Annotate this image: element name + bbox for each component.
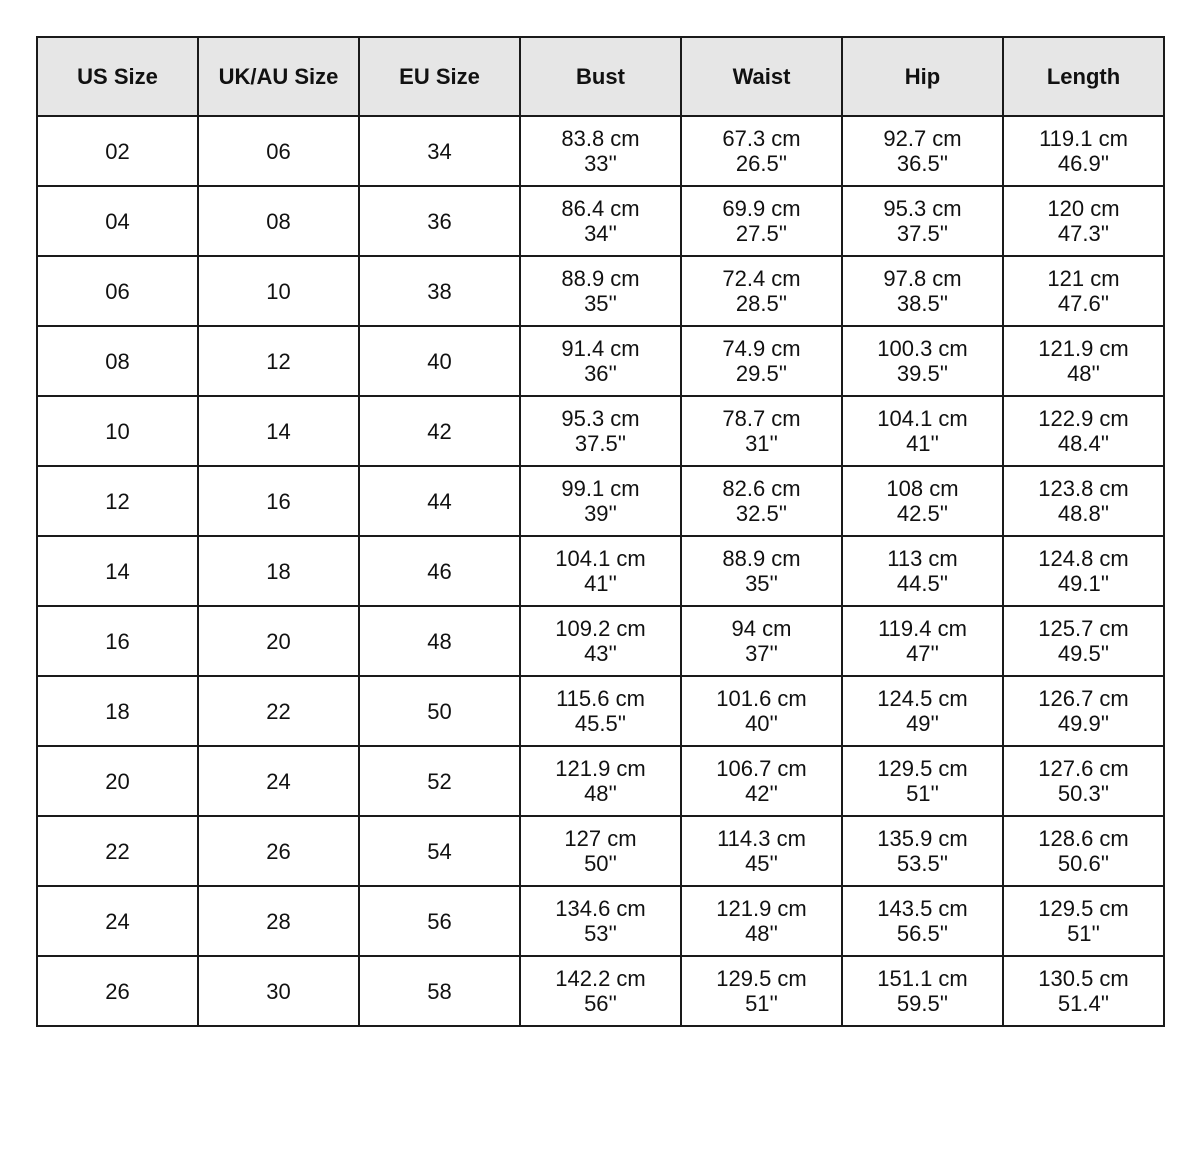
table-row: [37, 816, 1164, 886]
cell-waist: [681, 256, 842, 326]
cell-eu-size: 42: [359, 396, 520, 466]
hip-inch-value: 59.5'': [896, 991, 949, 1016]
table-row: [37, 536, 1164, 606]
hip-cm-value: 124.5 cm: [877, 686, 968, 711]
length-cm-value: 119.1 cm: [1039, 126, 1128, 151]
cell-length: [1003, 816, 1164, 886]
bust-cm-value: 91.4 cm: [561, 336, 640, 361]
bust-inch-value: 50'': [584, 851, 617, 876]
waist-cm-value: 82.6 cm: [722, 476, 801, 501]
hip-cm-value: 104.1 cm: [877, 406, 968, 431]
header-length: Length: [1003, 37, 1164, 116]
cell-hip: [842, 816, 1003, 886]
hip-cm-value: 108 cm: [886, 476, 959, 501]
hip-cm-value: 129.5 cm: [877, 756, 968, 781]
waist-cm-value: 106.7 cm: [716, 756, 807, 781]
cell-length: [1003, 326, 1164, 396]
length-inch-value: 48.4'': [1057, 431, 1110, 456]
bust-cm-value: 99.1 cm: [561, 476, 640, 501]
length-cm-value: 120 cm: [1047, 196, 1120, 221]
cell-uk-size: 14: [198, 396, 359, 466]
cell-waist: [681, 536, 842, 606]
waist-cm-value: 129.5 cm: [716, 966, 807, 991]
header-row: [37, 37, 1164, 116]
cell-waist: [681, 746, 842, 816]
length-inch-value: 46.9'': [1057, 151, 1110, 176]
waist-inch-value: 31'': [745, 431, 778, 456]
size-chart-table: [36, 36, 1165, 1027]
cell-eu-size: 48: [359, 606, 520, 676]
waist-inch-value: 40'': [745, 711, 778, 736]
hip-inch-value: 49'': [906, 711, 939, 736]
bust-cm-value: 134.6 cm: [555, 896, 646, 921]
cell-length: [1003, 886, 1164, 956]
cell-uk-size: 28: [198, 886, 359, 956]
hip-inch-value: 53.5'': [896, 851, 949, 876]
cell-us-size: 20: [37, 746, 198, 816]
cell-length: [1003, 606, 1164, 676]
cell-length: [1003, 396, 1164, 466]
cell-eu-size: 56: [359, 886, 520, 956]
cell-bust: [520, 186, 681, 256]
bust-inch-value: 41'': [584, 571, 617, 596]
waist-inch-value: 28.5'': [735, 291, 788, 316]
cell-eu-size: 52: [359, 746, 520, 816]
cell-us-size: 18: [37, 676, 198, 746]
bust-cm-value: 86.4 cm: [561, 196, 640, 221]
length-cm-value: 129.5 cm: [1038, 896, 1129, 921]
cell-bust: [520, 956, 681, 1026]
cell-us-size: 22: [37, 816, 198, 886]
cell-us-size: 12: [37, 466, 198, 536]
cell-waist: [681, 676, 842, 746]
length-cm-value: 122.9 cm: [1038, 406, 1129, 431]
bust-inch-value: 36'': [584, 361, 617, 386]
hip-inch-value: 42.5'': [896, 501, 949, 526]
hip-cm-value: 151.1 cm: [877, 966, 968, 991]
cell-waist: [681, 956, 842, 1026]
hip-cm-value: 97.8 cm: [883, 266, 962, 291]
cell-us-size: 06: [37, 256, 198, 326]
cell-length: [1003, 256, 1164, 326]
cell-uk-size: 18: [198, 536, 359, 606]
length-inch-value: 50.6'': [1057, 851, 1110, 876]
cell-eu-size: 46: [359, 536, 520, 606]
table-header: [37, 37, 1164, 116]
cell-uk-size: 26: [198, 816, 359, 886]
cell-waist: [681, 886, 842, 956]
cell-length: [1003, 466, 1164, 536]
cell-bust: [520, 816, 681, 886]
header-us-size: US Size: [37, 37, 198, 116]
header-eu-size: EU Size: [359, 37, 520, 116]
cell-eu-size: 38: [359, 256, 520, 326]
cell-length: [1003, 186, 1164, 256]
length-inch-value: 48.8'': [1057, 501, 1110, 526]
length-inch-value: 48'': [1067, 361, 1100, 386]
bust-inch-value: 39'': [584, 501, 617, 526]
bust-inch-value: 56'': [584, 991, 617, 1016]
cell-hip: [842, 956, 1003, 1026]
cell-uk-size: 24: [198, 746, 359, 816]
waist-cm-value: 94 cm: [731, 616, 792, 641]
waist-cm-value: 67.3 cm: [722, 126, 801, 151]
length-cm-value: 125.7 cm: [1038, 616, 1129, 641]
cell-waist: [681, 116, 842, 186]
bust-cm-value: 109.2 cm: [555, 616, 646, 641]
header-waist: Waist: [681, 37, 842, 116]
waist-inch-value: 29.5'': [735, 361, 788, 386]
cell-waist: [681, 606, 842, 676]
length-cm-value: 130.5 cm: [1038, 966, 1129, 991]
table-row: [37, 186, 1164, 256]
cell-waist: [681, 816, 842, 886]
waist-inch-value: 37'': [745, 641, 778, 666]
waist-cm-value: 72.4 cm: [722, 266, 801, 291]
cell-waist: [681, 466, 842, 536]
cell-us-size: 24: [37, 886, 198, 956]
cell-waist: [681, 326, 842, 396]
cell-hip: [842, 746, 1003, 816]
cell-hip: [842, 466, 1003, 536]
length-cm-value: 126.7 cm: [1038, 686, 1129, 711]
waist-inch-value: 32.5'': [735, 501, 788, 526]
hip-cm-value: 100.3 cm: [877, 336, 968, 361]
length-inch-value: 50.3'': [1057, 781, 1110, 806]
hip-cm-value: 119.4 cm: [878, 616, 967, 641]
cell-length: [1003, 676, 1164, 746]
bust-cm-value: 127 cm: [564, 826, 637, 851]
waist-inch-value: 45'': [745, 851, 778, 876]
table-row: [37, 956, 1164, 1026]
cell-uk-size: 20: [198, 606, 359, 676]
cell-eu-size: 44: [359, 466, 520, 536]
table-body: [37, 116, 1164, 1026]
header-hip: Hip: [842, 37, 1003, 116]
cell-bust: [520, 746, 681, 816]
table-row: [37, 746, 1164, 816]
cell-eu-size: 36: [359, 186, 520, 256]
waist-inch-value: 48'': [745, 921, 778, 946]
hip-inch-value: 56.5'': [896, 921, 949, 946]
length-inch-value: 47.6'': [1057, 291, 1110, 316]
cell-uk-size: 10: [198, 256, 359, 326]
length-inch-value: 49.5'': [1057, 641, 1110, 666]
cell-eu-size: 54: [359, 816, 520, 886]
cell-bust: [520, 536, 681, 606]
waist-inch-value: 26.5'': [735, 151, 788, 176]
cell-hip: [842, 326, 1003, 396]
hip-inch-value: 38.5'': [896, 291, 949, 316]
bust-inch-value: 34'': [584, 221, 617, 246]
hip-inch-value: 44.5'': [896, 571, 949, 596]
cell-hip: [842, 676, 1003, 746]
cell-uk-size: 06: [198, 116, 359, 186]
length-cm-value: 127.6 cm: [1038, 756, 1129, 781]
cell-us-size: 02: [37, 116, 198, 186]
cell-eu-size: 40: [359, 326, 520, 396]
cell-bust: [520, 676, 681, 746]
hip-cm-value: 135.9 cm: [877, 826, 968, 851]
cell-uk-size: 22: [198, 676, 359, 746]
bust-inch-value: 35'': [584, 291, 617, 316]
length-inch-value: 47.3'': [1057, 221, 1110, 246]
cell-waist: [681, 396, 842, 466]
cell-length: [1003, 746, 1164, 816]
length-cm-value: 123.8 cm: [1038, 476, 1129, 501]
cell-hip: [842, 256, 1003, 326]
cell-bust: [520, 116, 681, 186]
bust-cm-value: 95.3 cm: [561, 406, 640, 431]
table-row: [37, 466, 1164, 536]
bust-cm-value: 121.9 cm: [555, 756, 646, 781]
cell-hip: [842, 186, 1003, 256]
cell-hip: [842, 116, 1003, 186]
cell-hip: [842, 886, 1003, 956]
cell-hip: [842, 536, 1003, 606]
cell-length: [1003, 956, 1164, 1026]
header-bust: Bust: [520, 37, 681, 116]
cell-eu-size: 34: [359, 116, 520, 186]
header-uk-au-size: UK/AU Size: [198, 37, 359, 116]
length-inch-value: 51'': [1067, 921, 1100, 946]
waist-cm-value: 69.9 cm: [722, 196, 801, 221]
bust-inch-value: 43'': [584, 641, 617, 666]
waist-cm-value: 101.6 cm: [716, 686, 807, 711]
hip-inch-value: 51'': [906, 781, 939, 806]
cell-us-size: 26: [37, 956, 198, 1026]
table-row: [37, 396, 1164, 466]
cell-waist: [681, 186, 842, 256]
cell-bust: [520, 326, 681, 396]
length-cm-value: 124.8 cm: [1038, 546, 1129, 571]
bust-inch-value: 53'': [584, 921, 617, 946]
hip-cm-value: 92.7 cm: [883, 126, 962, 151]
waist-cm-value: 78.7 cm: [722, 406, 801, 431]
table-row: [37, 116, 1164, 186]
table-row: [37, 676, 1164, 746]
cell-uk-size: 08: [198, 186, 359, 256]
length-inch-value: 51.4'': [1057, 991, 1110, 1016]
hip-cm-value: 95.3 cm: [883, 196, 962, 221]
length-cm-value: 128.6 cm: [1038, 826, 1129, 851]
waist-inch-value: 42'': [745, 781, 778, 806]
bust-inch-value: 45.5'': [574, 711, 627, 736]
length-cm-value: 121.9 cm: [1038, 336, 1129, 361]
cell-length: [1003, 116, 1164, 186]
waist-cm-value: 121.9 cm: [716, 896, 807, 921]
cell-uk-size: 16: [198, 466, 359, 536]
bust-cm-value: 104.1 cm: [555, 546, 646, 571]
hip-cm-value: 113 cm: [887, 546, 958, 571]
cell-uk-size: 12: [198, 326, 359, 396]
table-row: [37, 256, 1164, 326]
bust-inch-value: 37.5'': [574, 431, 627, 456]
cell-eu-size: 50: [359, 676, 520, 746]
table-row: [37, 886, 1164, 956]
cell-us-size: 16: [37, 606, 198, 676]
cell-hip: [842, 606, 1003, 676]
waist-inch-value: 27.5'': [735, 221, 788, 246]
hip-inch-value: 41'': [906, 431, 939, 456]
cell-bust: [520, 256, 681, 326]
waist-cm-value: 114.3 cm: [717, 826, 806, 851]
cell-bust: [520, 466, 681, 536]
table-row: [37, 326, 1164, 396]
bust-cm-value: 115.6 cm: [556, 686, 645, 711]
cell-us-size: 10: [37, 396, 198, 466]
cell-length: [1003, 536, 1164, 606]
cell-bust: [520, 396, 681, 466]
bust-cm-value: 142.2 cm: [555, 966, 646, 991]
hip-inch-value: 36.5'': [896, 151, 949, 176]
bust-inch-value: 48'': [584, 781, 617, 806]
bust-cm-value: 83.8 cm: [561, 126, 640, 151]
cell-hip: [842, 396, 1003, 466]
hip-cm-value: 143.5 cm: [877, 896, 968, 921]
cell-us-size: 04: [37, 186, 198, 256]
length-inch-value: 49.1'': [1057, 571, 1110, 596]
waist-cm-value: 88.9 cm: [722, 546, 801, 571]
cell-bust: [520, 606, 681, 676]
hip-inch-value: 39.5'': [896, 361, 949, 386]
length-inch-value: 49.9'': [1057, 711, 1110, 736]
hip-inch-value: 37.5'': [896, 221, 949, 246]
cell-uk-size: 30: [198, 956, 359, 1026]
bust-inch-value: 33'': [584, 151, 617, 176]
bust-cm-value: 88.9 cm: [561, 266, 640, 291]
cell-us-size: 14: [37, 536, 198, 606]
table-row: [37, 606, 1164, 676]
cell-us-size: 08: [37, 326, 198, 396]
hip-inch-value: 47'': [906, 641, 939, 666]
cell-bust: [520, 886, 681, 956]
waist-inch-value: 35'': [745, 571, 778, 596]
cell-eu-size: 58: [359, 956, 520, 1026]
length-cm-value: 121 cm: [1047, 266, 1120, 291]
waist-inch-value: 51'': [745, 991, 778, 1016]
waist-cm-value: 74.9 cm: [722, 336, 801, 361]
